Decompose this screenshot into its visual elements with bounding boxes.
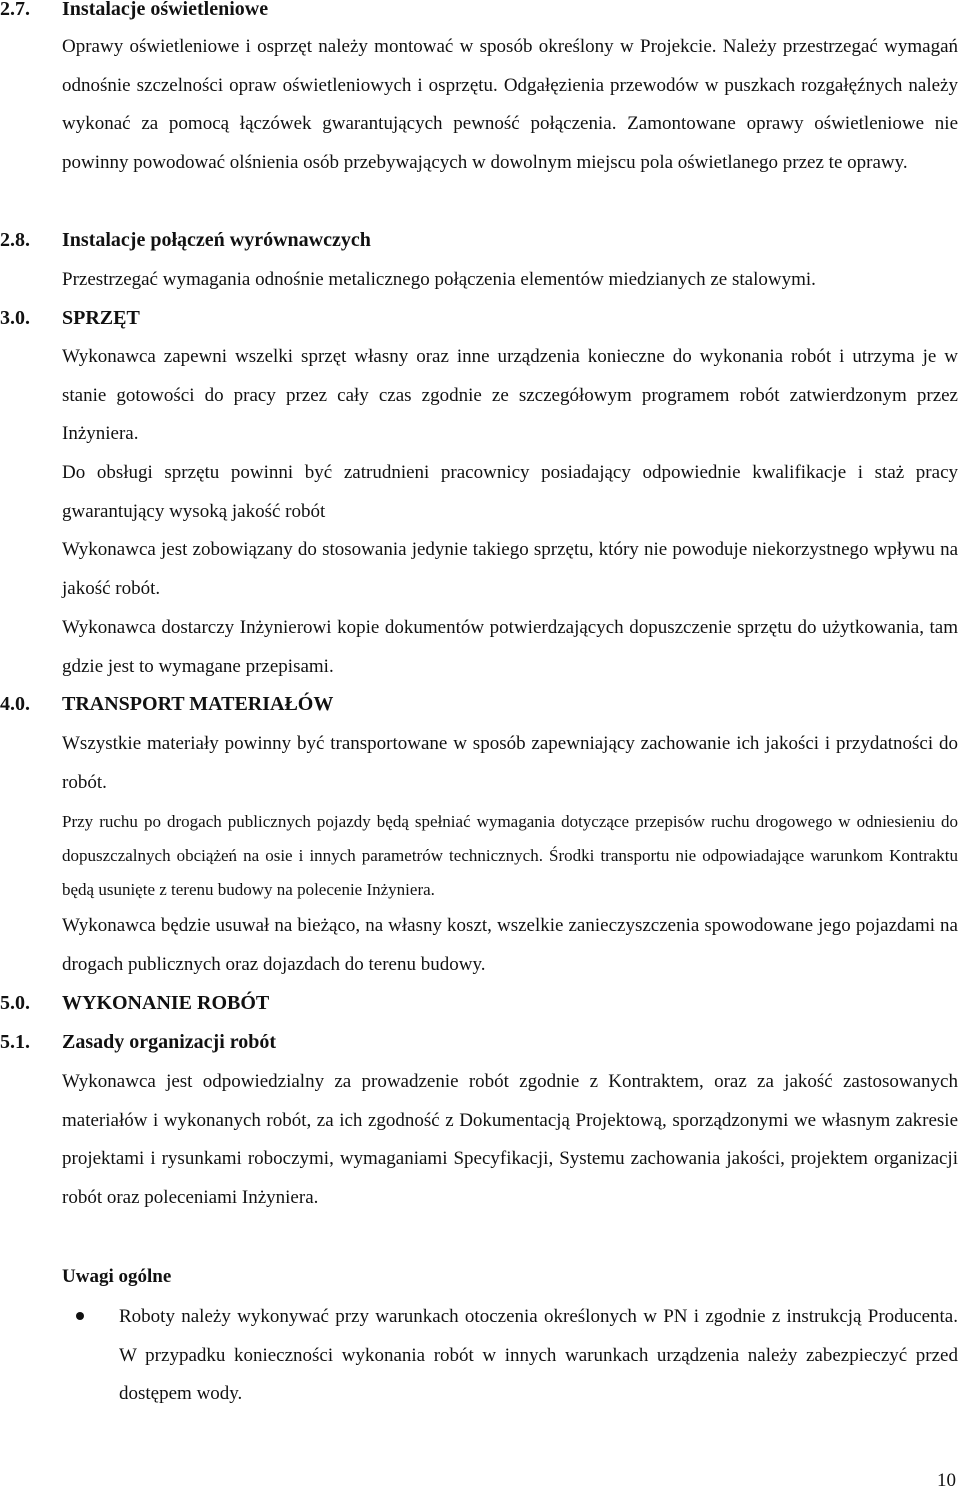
section-number: 2.8. (0, 229, 30, 251)
bullet-text: Roboty należy wykonywać przy warunkach otoczenia określonych w PN i zgodnie z instrukcją Producenta. W przypadku konieczności wykonania robót w innych warunkach urządzenia należy zabezpieczyć przed dostępem wody. (119, 1306, 958, 1404)
section-number: 5.1. (0, 1031, 30, 1053)
section-number: 4.0. (0, 693, 30, 715)
section-3-0-paragraph-4: Wykonawca dostarczy Inżynierowi kopie dokumentów potwierdzających dopuszczenie sprzętu do użytkowania, tam gdzie jest to wymagane przepisami. (62, 617, 958, 677)
subheading-general-notes: Uwagi ogólne (62, 1266, 172, 1287)
section-2-8-text: Przestrzegać wymagania odnośnie metalicznego połączenia elementów miedzianych ze stalowymi. (62, 269, 816, 290)
section-2-7-text: Oprawy oświetleniowe i osprzęt należy montować w sposób określony w Projekcie. Należy przestrzegać wymagań odnośnie szczelności opraw oświetleniowych i osprzętu. Odgałęzienia przewodów w puszkach rozgałęźnych należy wykonać za pomocą łączówek gwarantujących pewność połączenia. Zamontowane oprawy oświetleniowe nie powinny powodować olśnienia osób przebywających w dowolnym miejscu pola oświetlanego przez te oprawy. (62, 36, 958, 173)
section-3-0-paragraph-3: Wykonawca jest zobowiązany do stosowania jedynie takiego sprzętu, który nie powoduje niekorzystnego wpływu na jakość robót. (62, 539, 958, 599)
section-4-0-paragraph-3: Wykonawca będzie usuwał na bieżąco, na własny koszt, wszelkie zanieczyszczenia spowodowane jego pojazdami na drogach publicznych oraz dojazdach do terenu budowy. (62, 915, 958, 975)
section-4-0-paragraph-2: Przy ruchu po drogach publicznych pojazdy będą spełniać wymagania dotyczące przepisów ruchu drogowego w odniesieniu do dopuszczalnych obciążeń na osie i innych parametrów technicznych. Środki transportu nie odpowiadające warunkom Kontraktu będą usunięte z terenu budowy na polecenie Inżyniera. (62, 812, 958, 899)
section-title: TRANSPORT MATERIAŁÓW (62, 693, 334, 715)
section-title: Instalacje połączeń wyrównawczych (62, 229, 371, 251)
section-title: SPRZĘT (62, 307, 140, 329)
section-title: WYKONANIE ROBÓT (62, 992, 270, 1014)
section-number: 3.0. (0, 307, 30, 329)
section-3-0-paragraph-2: Do obsługi sprzętu powinni być zatrudnieni pracownicy posiadający odpowiednie kwalifikacje i staż pracy gwarantujący wysoką jakość robót (62, 462, 958, 522)
section-number: 5.0. (0, 992, 30, 1014)
section-4-0-paragraph-1: Wszystkie materiały powinny być transportowane w sposób zapewniający zachowanie ich jakości i przydatności do robót. (62, 733, 958, 793)
section-number: 2.7. (0, 0, 30, 20)
section-5-1-text: Wykonawca jest odpowiedzialny za prowadzenie robót zgodnie z Kontraktem, oraz za jakość zastosowanych materiałów i wykonanych robót, za ich zgodność z Dokumentacją Projektową, sporządzonymi we własnym zakresie projektami i rysunkami roboczymi, wymaganiami Specyfikacji, Systemu zachowania jakości, projektem organizacji robót oraz poleceniami Inżyniera. (62, 1071, 958, 1208)
bullet-dot-icon (76, 1312, 84, 1320)
section-title: Zasady organizacji robót (62, 1031, 277, 1053)
section-3-0-paragraph-1: Wykonawca zapewni wszelki sprzęt własny oraz inne urządzenia konieczne do wykonania robót i utrzyma je w stanie gotowości do pracy przez cały czas zgodnie ze szczegółowym programem robót zatwierdzonym przez Inżyniera. (62, 346, 958, 444)
section-title: Instalacje oświetleniowe (62, 0, 269, 20)
page-number: 10 (937, 1470, 956, 1491)
